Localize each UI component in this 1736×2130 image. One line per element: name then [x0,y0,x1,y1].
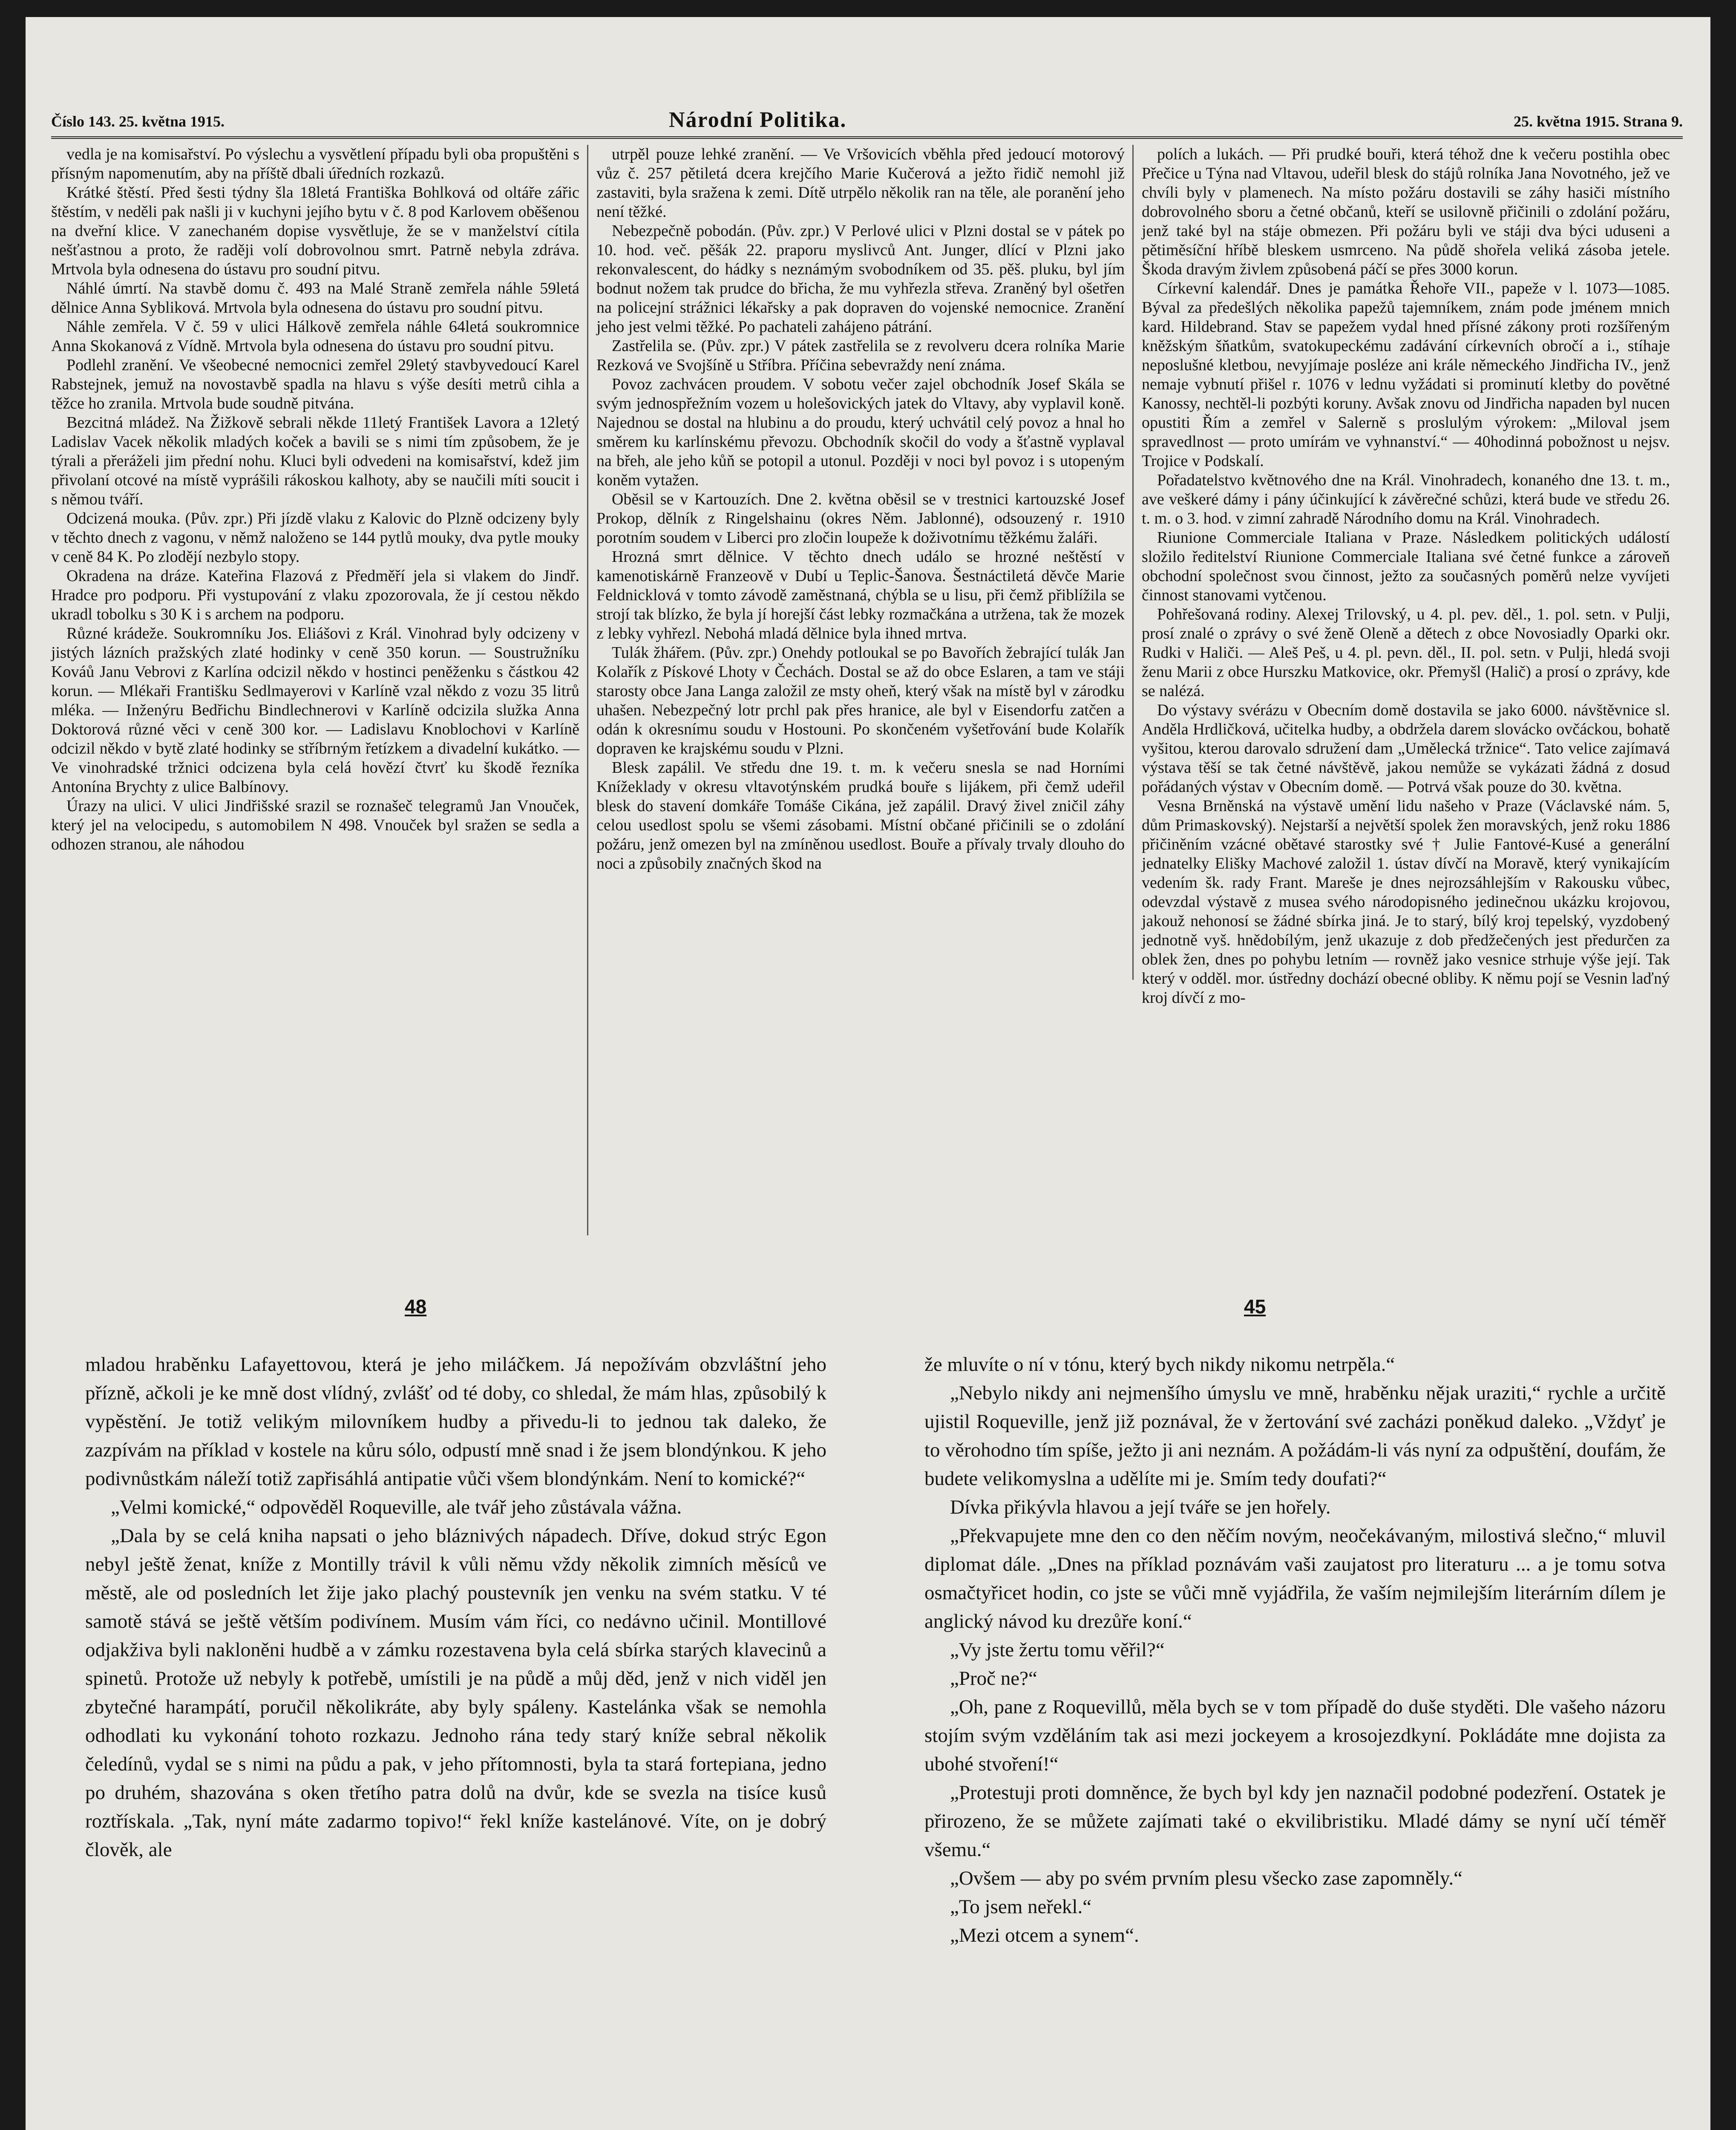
news-item: Odcizená mouka. (Pův. zpr.) Při jízdě vlaku z Kalovic do Plzně odcizeny byly v těchto dnech z vagonu, v němž naloženo se 144 pytlů mouky, dva pytle mouky v ceně 84 K. Po zlodějí nezbylo stopy. [51,509,579,566]
novel-paragraph: „Proč ne?“ [950,1667,1037,1690]
news-item: Povoz zachvácen proudem. V sobotu večer zajel obchodník Josef Skála se svým jednospřežním vozem u holešovických jatek do Vltavy, aby vyplavil koně. Najednou se dostal na hlubinu a do proudu, který uchvátil celý povoz a hnal ho směrem ku karlínskému převozu. Obchodník skočil do vody a šťastně vyplaval na břeh, ale jeho kůň se potopil a utonul. Později v noci byl povoz i s utopeným koněm vytažen. [596,375,1125,489]
serial-novel-section [51,1295,1683,2130]
news-item: Riunione Commerciale Italiana v Praze. Následkem politických událostí složilo ředitelství Riunione Commerciale Italiana své četné funkce a zároveň obchodní společnost svou činnost, ježto za současných poměrů nelze vyvíjeti činnost stanovami vytčenou. [1142,529,1670,604]
news-item: Oběsil se v Kartouzích. Dne 2. května oběsil se v trestnici kartouzské Josef Prokop, dělník z Ringelshainu (okres Něm. Jablonné), odsouzený r. 1910 porotním soudem v Liberci pro zločin loupeže k doživotnímu těžkému žaláři. [596,490,1125,547]
newspaper-title: Národní Politika. [669,108,847,132]
news-item: Blesk zapálil. Ve středu dne 19. t. m. k večeru snesla se nad Horními Knížeklady v okresu vltavotýnském prudká bouře s lijákem, při čemž udeřil blesk do stavení domkáře Tomáše Cikána, jež zapálil. Dravý živel zničil záhy celou usedlost spolu se všemi zásobami. Místní občané přičinili se o zdolání požáru, jenž omezen byl na zmíněnou usedlost. Bouře a přívaly trvaly dlouho do noci a způsobily značných škod na [596,759,1125,872]
news-item: Do výstavy svérázu v Obecním domě dostavila se jako 6000. návštěvnice sl. Anděla Hrdličková, učitelka hudby, a obdržela darem slovácko ovčáckou, bohatě vyšitou, kterou darovalo sdružení dam „Umělecká tržnice“. Tato velice zajímavá výstava těší se tak četné návštěvě, jakou nemůže se vykázati žádná z dosud pořádaných výstav v Obecním domě. — Potrvá však pouze do 30. května. [1142,701,1670,796]
novel-paragraph: „Překvapujete mne den co den něčím novým, neočekávaným, milostivá slečno,“ mluvil diplomat dále. „Dnes na příklad poznávám vaši zaujatost pro literaturu ... a je tomu sotva osmačtyřicet hodin, co jste se vůči mně vyjádřila, že vaším nejmilejším literárním dílem je anglický návod ku drezůře koní.“ [924,1525,1666,1632]
novel-paragraph: „Mezi otcem a synem“. [950,1924,1139,1946]
newspaper-page [26,17,1710,2130]
issue-line: Číslo 143. 25. května 1915. [51,113,225,130]
novel-paragraph: „Vy jste žertu tomu věřil?“ [950,1639,1165,1661]
novel-page-number-right: 45 [1244,1295,1266,1318]
news-column-1 [51,145,579,1235]
news-item: utrpěl pouze lehké zranění. — Ve Vršovicích vběhla před jedoucí motorový vůz č. 257 pětiletá dcera krejčího Marie Kučerová a ježto řidič nemohl již zastaviti, byla sražena k zemi. Dítě utrpělo několik ran na těle, ale poranění jeho není těžké. [596,145,1125,221]
news-column-2 [596,145,1125,1235]
news-item: Náhlé úmrtí. Na stavbě domu č. 493 na Malé Straně zemřela náhle 59letá dělnice Anna Sybliková. Mrtvola byla odnesena do ústavu pro soudní pitvu. [51,279,579,317]
novel-paragraph: „Oh, pane z Roquevillů, měla bych se v tom případě do duše styděti. Dle vašeho názoru stojím svým vzděláním tak asi mezi jockeyem a krosojezdkyní. Pokládáte mne dojista za ubohé stvoření!“ [924,1696,1666,1775]
news-item: Hrozná smrt dělnice. V těchto dnech událo se hrozné neštěstí v kamenotiskárně Franzeově v Dubí u Teplic-Šanova. Šestnáctiletá děvče Marie Feldnicklová v tomto závodě zaměstnaná, chýbla se u lisu, při čemž přiblížila se strojí tak blízko, že byla jí horejší část lebky rozmačkána a utržena, tak že mozek z lebky vyhřezl. Nebohá mladá dělnice byla ihned mrtva. [596,548,1125,642]
novel-paragraph: že mluvíte o ní v tónu, který bych nikdy nikomu netrpěla.“ [924,1353,1395,1376]
news-item: Náhle zemřela. V č. 59 v ulici Hálkově zemřela náhle 64letá soukromnice Anna Skokanová z Vídně. Mrtvola byla odnesena do ústavu pro soudní pitvu. [51,318,579,355]
page-line: 25. května 1915. Strana 9. [1513,113,1683,130]
novel-paragraph: „Nebylo nikdy ani nejmenšího úmyslu ve mně, hraběnku nějak uraziti,“ rychle a určitě ujistil Roqueville, jenž již poznával, že v žertování své zacházi poněkud daleko. „Vždyť je to věrohodno tím spíše, ježto ji ani neznám. A požádám-li vás nyní za odpuštění, doufám, že budete velikomyslna a udělíte mi je. Smím tedy doufati?“ [924,1382,1666,1490]
novel-paragraph: mladou hraběnku Lafayettovou, která je jeho miláčkem. Já nepožívám obzvláštní jeho přízně, ačkoli je ke mně dost vlídný, zvlášť od té doby, co shledal, že mám hlas, způsobilý k vypěstění. Je totiž velikým milovníkem hudby a přivedu-li to jednou tak daleko, že zazpívám na příklad v kostele na kůru sólo, odpustí mně snad i že jsem blondýnkou. K jeho podivnůstkám náleží totiž zapřisáhlá antipatie vůči všem blondýnkám. Není to komické?“ [85,1353,826,1490]
novel-paragraph: „Ovšem — aby po svém prvním plesu všecko zase zapomněly.“ [950,1867,1463,1889]
news-item: Zastřelila se. (Pův. zpr.) V pátek zastřelila se z revolveru dcera rolníka Marie Rezková ve Svojšíně u Stříbra. Příčina sebevraždy není známa. [596,337,1125,374]
news-column-3 [1142,145,1670,1007]
novel-paragraph: „Dala by se celá kniha napsati o jeho bláznivých nápadech. Dříve, dokud strýc Egon nebyl ještě ženat, kníže z Montilly trávil k vůli němu vždy několik zimních měsíců ve městě, ale od posledních let žije jako plachý poustevník jen venku na svém statku. V té samotě stává se ještě větším podivínem. Musím vám říci, co nedávno učinil. Montillové odjakživa byli nakloněni hudbě a v zámku rozestavena byla celá sbírka starých klavecinů a spinetů. Protože už nebyly k potřebě, umístili je na půdě a můj děd, jenž v nich viděl jen zbytečné harampátí, poručil několikráte, aby byly spáleny. Kastelánka však se nemohla odhodlati ku vykonání tohoto rozkazu. Jednoho rána tedy starý kníže sebral několik čeledínů, vydal se s nimi na půdu a pak, v jeho přítomnosti, byla ta stará fortepiana, jedno po druhém, shazována s oken třetího patra dolů na dvůr, kde se svezla na tisíce kusů roztřískala. „Tak, nyní máte zadarmo topivo!“ řekl kníže kastelánové. Víte, on je dobrý člověk, ale [85,1525,826,1861]
news-item: Bezcitná mládež. Na Žižkově sebrali někde 11letý František Lavora a 12letý Ladislav Vacek několik mladých koček a bavili se s nimi tím způsobem, že je týrali a přeráželi jim přední nohu. Kluci byli odvedeni na komisařství, kdež jim přivolaní otcové na místě vyprášili rákoskou kalhoty, aby se naučili míti soucit i s němou tváří. [51,414,579,508]
column-rule [1132,145,1134,980]
news-item: Nebezpečně pobodán. (Pův. zpr.) V Perlové ulici v Plzni dostal se v pátek po 10. hod. več. pěšák 22. praporu myslivců Ant. Junger, dlící v Plzni jako rekonvalescent, do hádky s neznámým svobodníkem od 35. pěš. pluku, byl jím bodnut nožem tak prudce do břicha, že mu vyhřezla střeva. Zraněný byl ošetřen na policejní strážnici lékařsky a pak dopraven do vojenské nemocnice. Zranění jeho jest velmi těžké. Po pachateli zahájeno pátrání. [596,222,1125,336]
news-item: Úrazy na ulici. V ulici Jindřišské srazil se roznašeč telegramů Jan Vnouček, který jel na velocipedu, s automobilem N 498. Vnouček byl sražen se sedla a odhozen stranou, ale náhodou [51,797,579,853]
novel-page-left [85,1350,826,2130]
news-item: Podlehl zranění. Ve všeobecné nemocnici zemřel 29letý stavbyvedoucí Karel Rabstejnek, jemuž na novostavbě spadla na hlavu s výše desíti metrů cihla a těžce ho zranila. Mrtvola bude soudně pitvána. [51,356,579,412]
novel-paragraph: „Protestuji proti domněnce, že bych byl kdy jen naznačil podobné podezření. Ostatek je přirozeno, že se můžete zajímati také o ekvilibristiku. Mladé dámy se nyní učí téměř všemu.“ [924,1782,1666,1861]
column-rule [587,145,588,1235]
masthead [51,108,1683,139]
novel-paragraph: „Velmi komické,“ odpověděl Roqueville, ale tvář jeho zůstávala vážna. [111,1496,682,1518]
news-item: vedla je na komisařství. Po výslechu a vysvětlení případu byli oba propuštěni s přísným napomenutím, aby na příště dbali úředních rozkazů. [51,145,579,182]
news-item: Pohřešovaná rodiny. Alexej Trilovský, u 4. pl. pev. děl., 1. pol. setn. v Pulji, prosí znalé o zprávy o své ženě Oleně a dětech z obce Novosiadly Oparki okr. Rudki v Haliči. — Aleš Peš, u 4. pl. pevn. děl., II. pol. setn. v Pulji, hledá svoji ženu Marii z obce Hurszku Matkovice, okr. Přemyšl (Halič) a prosí o zprávy, kde se nalézá. [1142,605,1670,700]
news-section [51,145,1683,1240]
news-item: Tulák žhářem. (Pův. zpr.) Onehdy potloukal se po Bavořích žebrající tulák Jan Kolařík z Pískové Lhoty v Čechách. Dostal se až do obce Eslaren, a tam ve stáji starosty obce Jana Langa založil ze msty oheň, který však na místě byl v zárodku uhašen. Nebezpečný lotr prchl pak přes hranice, ale byl v Eisendorfu zatčen a odán k okresnímu soudu v Hostouni. Po skončeném vyšetřování bude Kolařík dopraven ke krajskému soudu v Plzni. [596,644,1125,757]
novel-paragraph: Dívka přikývla hlavou a její tváře se jen hořely. [950,1496,1331,1518]
news-item: Okradena na dráze. Kateřina Flazová z Předměří jela si vlakem do Jindř. Hradce pro podporu. Při vystupování z vlaku zpozorovala, že jí cestou někdo ukradl tobolku s 30 K i s archem na podporu. [51,567,579,623]
news-item: Vesna Brněnská na výstavě umění lidu našeho v Praze (Václavské nám. 5, dům Primaskovský). Nejstarší a největší spolek žen moravských, jenž roku 1886 přičiněním vzácné obětavé starostky své † Julie Fantové-Kusé a generální jednatelky Elišky Machové založil 1. ústav dívčí na Moravě, který vynikajícím vedením šk. rady Frant. Mareše je dnes nejrozsáhlejším v Rakousku vůbec, odevzdal výstavě z musea svého národopisného jedinečnou ukázku krojovou, jakouž nehonosí se žádné sbírka jiná. Je to starý, bílý kroj tepelský, vyzdobený jednotně vyš. hnědobílým, jenž ukazuje z dob předžečených jest předurčen za oblek žen, dnes po pohybu letním — rovněž jako vesnice strhuje výše její. Tak který v odděl. mor. ústředny dochází obecné obliby. K němu pojí se Vesnin laďný kroj dívčí z mo- [1142,797,1670,1007]
news-item: Pořadatelstvo květnového dne na Král. Vinohradech, konaného dne 13. t. m., ave veškeré dámy i pány účinkující k závěrečné schůzi, která bude ve středu 26. t. m. o 3. hod. v zimní zahradě Národního domu na Král. Vinohradech. [1142,471,1670,527]
news-item: Krátké štěstí. Před šesti týdny šla 18letá Františka Bohlková od oltáře zářic štěstím, v neděli pak našli ji v kuchyni jejího bytu v č. 8 pod Karlovem oběšenou na dveřní klice. V zanechaném dopise vysvětluje, že se v manželství cítila nešťastnou a proto, že raději volí dobrovolnou smrt. Patrně nebyla zdráva. Mrtvola byla odnesena do ústavu pro soudní pitvu. [51,184,579,278]
news-item: polích a lukách. — Při prudké bouři, která téhož dne k večeru postihla obec Přečice u Týna nad Vltavou, udeřil blesk do stájů rolníka Jana Novotného, jež ve chvíli byly v plamenech. Na místo požáru dostavili se záhy hasiči místního dobrovolného sboru a četné občanů, kteří se usilovně přičinili o zdolání požáru, jenž také byl na stáje obmezen. Při požáru byli ve stáji dva býci uduseni a pětiměsíční hříbě bleskem usmrceno. Na půdě shořela veliká zásoba jetele. Škoda dravým živlem způsobená páčí se přes 3000 korun. [1142,145,1670,278]
news-item: Různé krádeže. Soukromníku Jos. Eliášovi z Král. Vinohrad byly odcizeny v jistých lázních pražských zlaté hodinky v ceně 350 korun. — Soustružníku Kováů Janu Vebrovi z Karlína odcizil někdo v hostinci peněženku s částkou 42 korun. — Mlékaři Františku Sedlmayerovi v Karlíně vzal někdo z vozu 35 litrů mléka. — Inženýru Bedřichu Bindlechnerovi v Karlíně odcizila služka Anna Doktorová různé věci v ceně 300 kor. — Ladislavu Knoblochovi v Karlíně odcizil někdo v bytě zlaté hodinky se stříbrným řetízkem a divadelní kukátko. — Ve vinohradské tržnici odcizena byla celá hovězí čtvrť ku škodě řezníka Antonína Brychty z ulice Balbínovy. [51,625,579,796]
novel-page-number-left: 48 [405,1295,427,1318]
news-item: Církevní kalendář. Dnes je památka Řehoře VII., papeže v l. 1073—1085. Býval za předešlých několika papežů tajemníkem, znám pode jménem mnich kard. Hildebrand. Stav se papežem vydal hned přísné zákony proti rozšířeným kněžským šňatkům, svatokupeckému zadávání církevních obročí a i., stíhaje neposlušné kletbou, nevyjímaje posléze ani krále německého Jindřicha IV., jenž nemaje vybnutí přišel r. 1076 v lednu vyžádati si prominutí kletby do povětné Kanossy, nechtěl-li pozbýti koruny. Avšak znovu od Jindřicha napaden byl nucen opustiti Řím a zemřel v Salerně s proslulým výrokem: „Miloval jsem spravedlnost — proto umírám ve vyhnanství.“ — 40hodinná pobožnost u nejsv. Trojice v Podskalí. [1142,279,1670,470]
novel-paragraph: „To jsem neřekl.“ [950,1896,1092,1918]
novel-page-right [924,1350,1666,2130]
